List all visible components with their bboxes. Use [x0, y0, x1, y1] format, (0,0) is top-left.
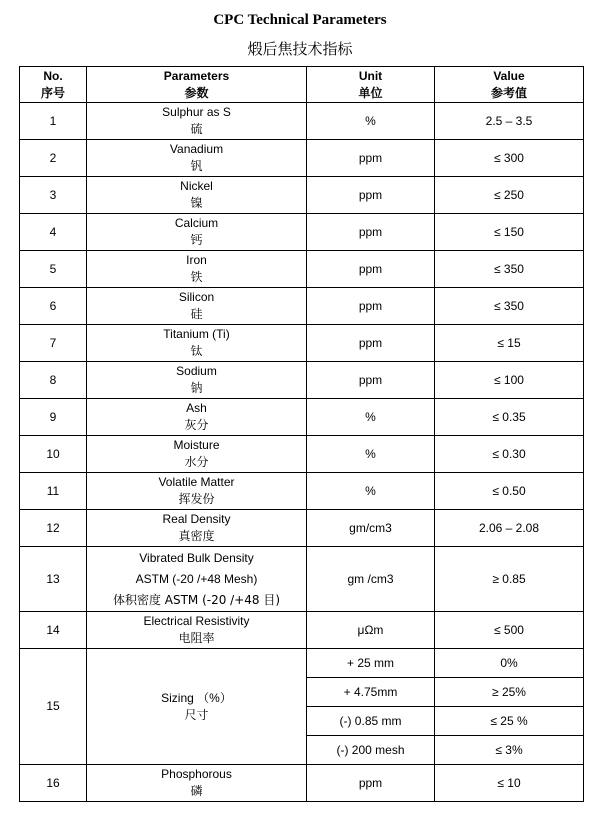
table-row	[20, 214, 584, 251]
row-number: 9	[20, 399, 87, 436]
unit-cell: (-) 0.85 mm	[307, 707, 435, 736]
value-cell: ≤ 350	[435, 251, 584, 288]
value-cell: ≤ 0.30	[435, 436, 584, 473]
header-row	[20, 67, 584, 103]
unit-cell: %	[307, 473, 435, 510]
value-cell: ≤ 25 %	[435, 707, 584, 736]
parameter-name: Silicon 硅	[87, 288, 307, 325]
parameter-name: Ash 灰分	[87, 399, 307, 436]
parameter-name: Sulphur as S 硫	[87, 103, 307, 140]
table-row	[20, 251, 584, 288]
value-cell: ≤ 150	[435, 214, 584, 251]
table-row	[20, 177, 584, 214]
parameter-name: Calcium 钙	[87, 214, 307, 251]
parameter-name: Volatile Matter 挥发份	[87, 473, 307, 510]
row-number: 16	[20, 765, 87, 802]
parameter-name: Real Density 真密度	[87, 510, 307, 547]
row-number: 11	[20, 473, 87, 510]
unit-cell: ppm	[307, 177, 435, 214]
parameter-name: Moisture 水分	[87, 436, 307, 473]
unit-cell: μΩm	[307, 612, 435, 649]
header-unit: Unit 单位	[307, 67, 435, 103]
unit-cell: gm/cm3	[307, 510, 435, 547]
row-number: 12	[20, 510, 87, 547]
value-cell: ≤ 10	[435, 765, 584, 802]
value-cell: 2.5 – 3.5	[435, 103, 584, 140]
unit-cell: ppm	[307, 325, 435, 362]
value-cell: ≥ 0.85	[435, 547, 584, 612]
parameter-name: Sizing （%） 尺寸	[87, 649, 307, 765]
document-subtitle: 煅后焦技术指标	[247, 40, 353, 58]
value-cell: ≥ 25%	[435, 678, 584, 707]
header-parameters: Parameters 参数	[87, 67, 307, 103]
table-row	[20, 140, 584, 177]
unit-cell: %	[307, 103, 435, 140]
document-title: CPC Technical Parameters	[213, 12, 387, 28]
value-cell: ≤ 250	[435, 177, 584, 214]
row-number: 3	[20, 177, 87, 214]
row-number: 14	[20, 612, 87, 649]
value-cell: ≤ 100	[435, 362, 584, 399]
unit-cell: gm /cm3	[307, 547, 435, 612]
parameter-name: Titanium (Ti) 钛	[87, 325, 307, 362]
value-cell: 2.06 – 2.08	[435, 510, 584, 547]
row-number: 7	[20, 325, 87, 362]
parameter-name: Vibrated Bulk Density ASTM (-20 /+48 Mesh) 体积密度 ASTM (-20 /+48 目)	[87, 547, 307, 612]
parameter-name: Sodium 钠	[87, 362, 307, 399]
table-row	[20, 510, 584, 547]
value-cell: ≤ 500	[435, 612, 584, 649]
value-cell: ≤ 300	[435, 140, 584, 177]
parameter-name: Phosphorous 磷	[87, 765, 307, 802]
table-row	[20, 612, 584, 649]
table-row	[20, 436, 584, 473]
unit-cell: ppm	[307, 140, 435, 177]
table-row	[20, 288, 584, 325]
table-row	[20, 473, 584, 510]
unit-cell: ppm	[307, 214, 435, 251]
row-number: 4	[20, 214, 87, 251]
table-row	[20, 765, 584, 802]
value-cell: 0%	[435, 649, 584, 678]
value-cell: ≤ 350	[435, 288, 584, 325]
unit-cell: ppm	[307, 251, 435, 288]
row-number: 10	[20, 436, 87, 473]
table-row	[20, 399, 584, 436]
parameters-table	[19, 66, 584, 802]
parameter-name: Iron 铁	[87, 251, 307, 288]
table-row	[20, 547, 584, 612]
table-row	[20, 649, 584, 678]
unit-cell: ppm	[307, 288, 435, 325]
value-cell: ≤ 0.50	[435, 473, 584, 510]
table-row	[20, 325, 584, 362]
header-no: No. 序号	[20, 67, 87, 103]
unit-cell: ppm	[307, 362, 435, 399]
parameter-name: Vanadium 钒	[87, 140, 307, 177]
table-row	[20, 103, 584, 140]
header-value: Value 参考值	[435, 67, 584, 103]
row-number: 13	[20, 547, 87, 612]
unit-cell: + 4.75mm	[307, 678, 435, 707]
unit-cell: (-) 200 mesh	[307, 736, 435, 765]
row-number: 5	[20, 251, 87, 288]
unit-cell: ppm	[307, 765, 435, 802]
row-number: 8	[20, 362, 87, 399]
row-number: 1	[20, 103, 87, 140]
unit-cell: %	[307, 436, 435, 473]
parameter-name: Electrical Resistivity 电阻率	[87, 612, 307, 649]
row-number: 2	[20, 140, 87, 177]
parameter-name: Nickel 镍	[87, 177, 307, 214]
value-cell: ≤ 0.35	[435, 399, 584, 436]
value-cell: ≤ 3%	[435, 736, 584, 765]
row-number: 6	[20, 288, 87, 325]
row-number: 15	[20, 649, 87, 765]
table-row	[20, 362, 584, 399]
unit-cell: %	[307, 399, 435, 436]
unit-cell: + 25 mm	[307, 649, 435, 678]
value-cell: ≤ 15	[435, 325, 584, 362]
